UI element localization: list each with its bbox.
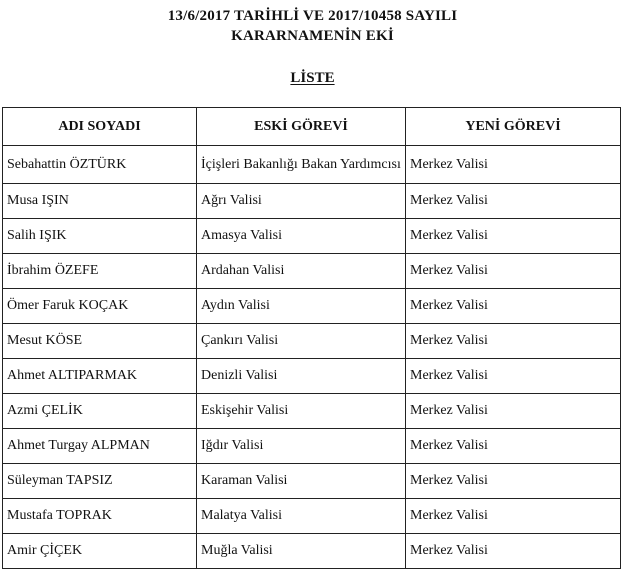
cell-name: Mesut KÖSE bbox=[3, 324, 197, 359]
column-header-name: ADI SOYADI bbox=[3, 108, 197, 146]
table-row bbox=[3, 429, 621, 464]
cell-old-position: Denizli Valisi bbox=[197, 359, 406, 394]
cell-name: Amir ÇİÇEK bbox=[3, 534, 197, 569]
cell-old-position: Ağrı Valisi bbox=[197, 184, 406, 219]
cell-new-position: Merkez Valisi bbox=[406, 254, 621, 289]
cell-name: Mustafa TOPRAK bbox=[3, 499, 197, 534]
cell-new-position: Merkez Valisi bbox=[406, 146, 621, 184]
cell-old-position: Iğdır Valisi bbox=[197, 429, 406, 464]
cell-new-position: Merkez Valisi bbox=[406, 534, 621, 569]
cell-name: Ömer Faruk KOÇAK bbox=[3, 289, 197, 324]
cell-old-position: Amasya Valisi bbox=[197, 219, 406, 254]
table-header-row bbox=[3, 108, 621, 146]
cell-new-position: Merkez Valisi bbox=[406, 464, 621, 499]
column-header-new-position: YENİ GÖREVİ bbox=[406, 108, 621, 146]
table-row bbox=[3, 146, 621, 184]
cell-name: Musa IŞIN bbox=[3, 184, 197, 219]
cell-new-position: Merkez Valisi bbox=[406, 184, 621, 219]
table-row bbox=[3, 254, 621, 289]
cell-old-position: Malatya Valisi bbox=[197, 499, 406, 534]
cell-new-position: Merkez Valisi bbox=[406, 394, 621, 429]
list-title bbox=[0, 68, 625, 88]
cell-new-position: Merkez Valisi bbox=[406, 219, 621, 254]
table-row bbox=[3, 324, 621, 359]
table-row bbox=[3, 184, 621, 219]
document-title bbox=[0, 6, 625, 46]
cell-old-position: Çankırı Valisi bbox=[197, 324, 406, 359]
table-row bbox=[3, 464, 621, 499]
cell-new-position: Merkez Valisi bbox=[406, 359, 621, 394]
cell-new-position: Merkez Valisi bbox=[406, 499, 621, 534]
list-title-text: LİSTE bbox=[290, 70, 335, 86]
document-title-line-2: KARARNAMENİN EKİ bbox=[231, 28, 394, 44]
cell-name: Ahmet ALTIPARMAK bbox=[3, 359, 197, 394]
cell-old-position: Eskişehir Valisi bbox=[197, 394, 406, 429]
table-row bbox=[3, 499, 621, 534]
table-row bbox=[3, 534, 621, 569]
cell-name: Azmi ÇELİK bbox=[3, 394, 197, 429]
cell-name: Süleyman TAPSIZ bbox=[3, 464, 197, 499]
table-row bbox=[3, 289, 621, 324]
document-title-line-1: 13/6/2017 TARİHLİ VE 2017/10458 SAYILI bbox=[167, 8, 458, 24]
cell-new-position: Merkez Valisi bbox=[406, 429, 621, 464]
cell-old-position-text: İçişleri Bakanlığı Bakan Yardımcısı bbox=[201, 157, 401, 172]
table-row bbox=[3, 359, 621, 394]
cell-name: Salih IŞIK bbox=[3, 219, 197, 254]
cell-old-position: Muğla Valisi bbox=[197, 534, 406, 569]
cell-new-position: Merkez Valisi bbox=[406, 289, 621, 324]
cell-name: Ahmet Turgay ALPMAN bbox=[3, 429, 197, 464]
cell-old-position: Ardahan Valisi bbox=[197, 254, 406, 289]
cell-old-position: Aydın Valisi bbox=[197, 289, 406, 324]
cell-new-position: Merkez Valisi bbox=[406, 324, 621, 359]
table-row bbox=[3, 394, 621, 429]
appointments-table bbox=[2, 107, 621, 569]
column-header-old-position: ESKİ GÖREVİ bbox=[197, 108, 406, 146]
cell-name: Sebahattin ÖZTÜRK bbox=[3, 146, 197, 184]
cell-name: İbrahim ÖZEFE bbox=[3, 254, 197, 289]
table-row bbox=[3, 219, 621, 254]
cell-old-position bbox=[197, 146, 406, 184]
cell-old-position: Karaman Valisi bbox=[197, 464, 406, 499]
